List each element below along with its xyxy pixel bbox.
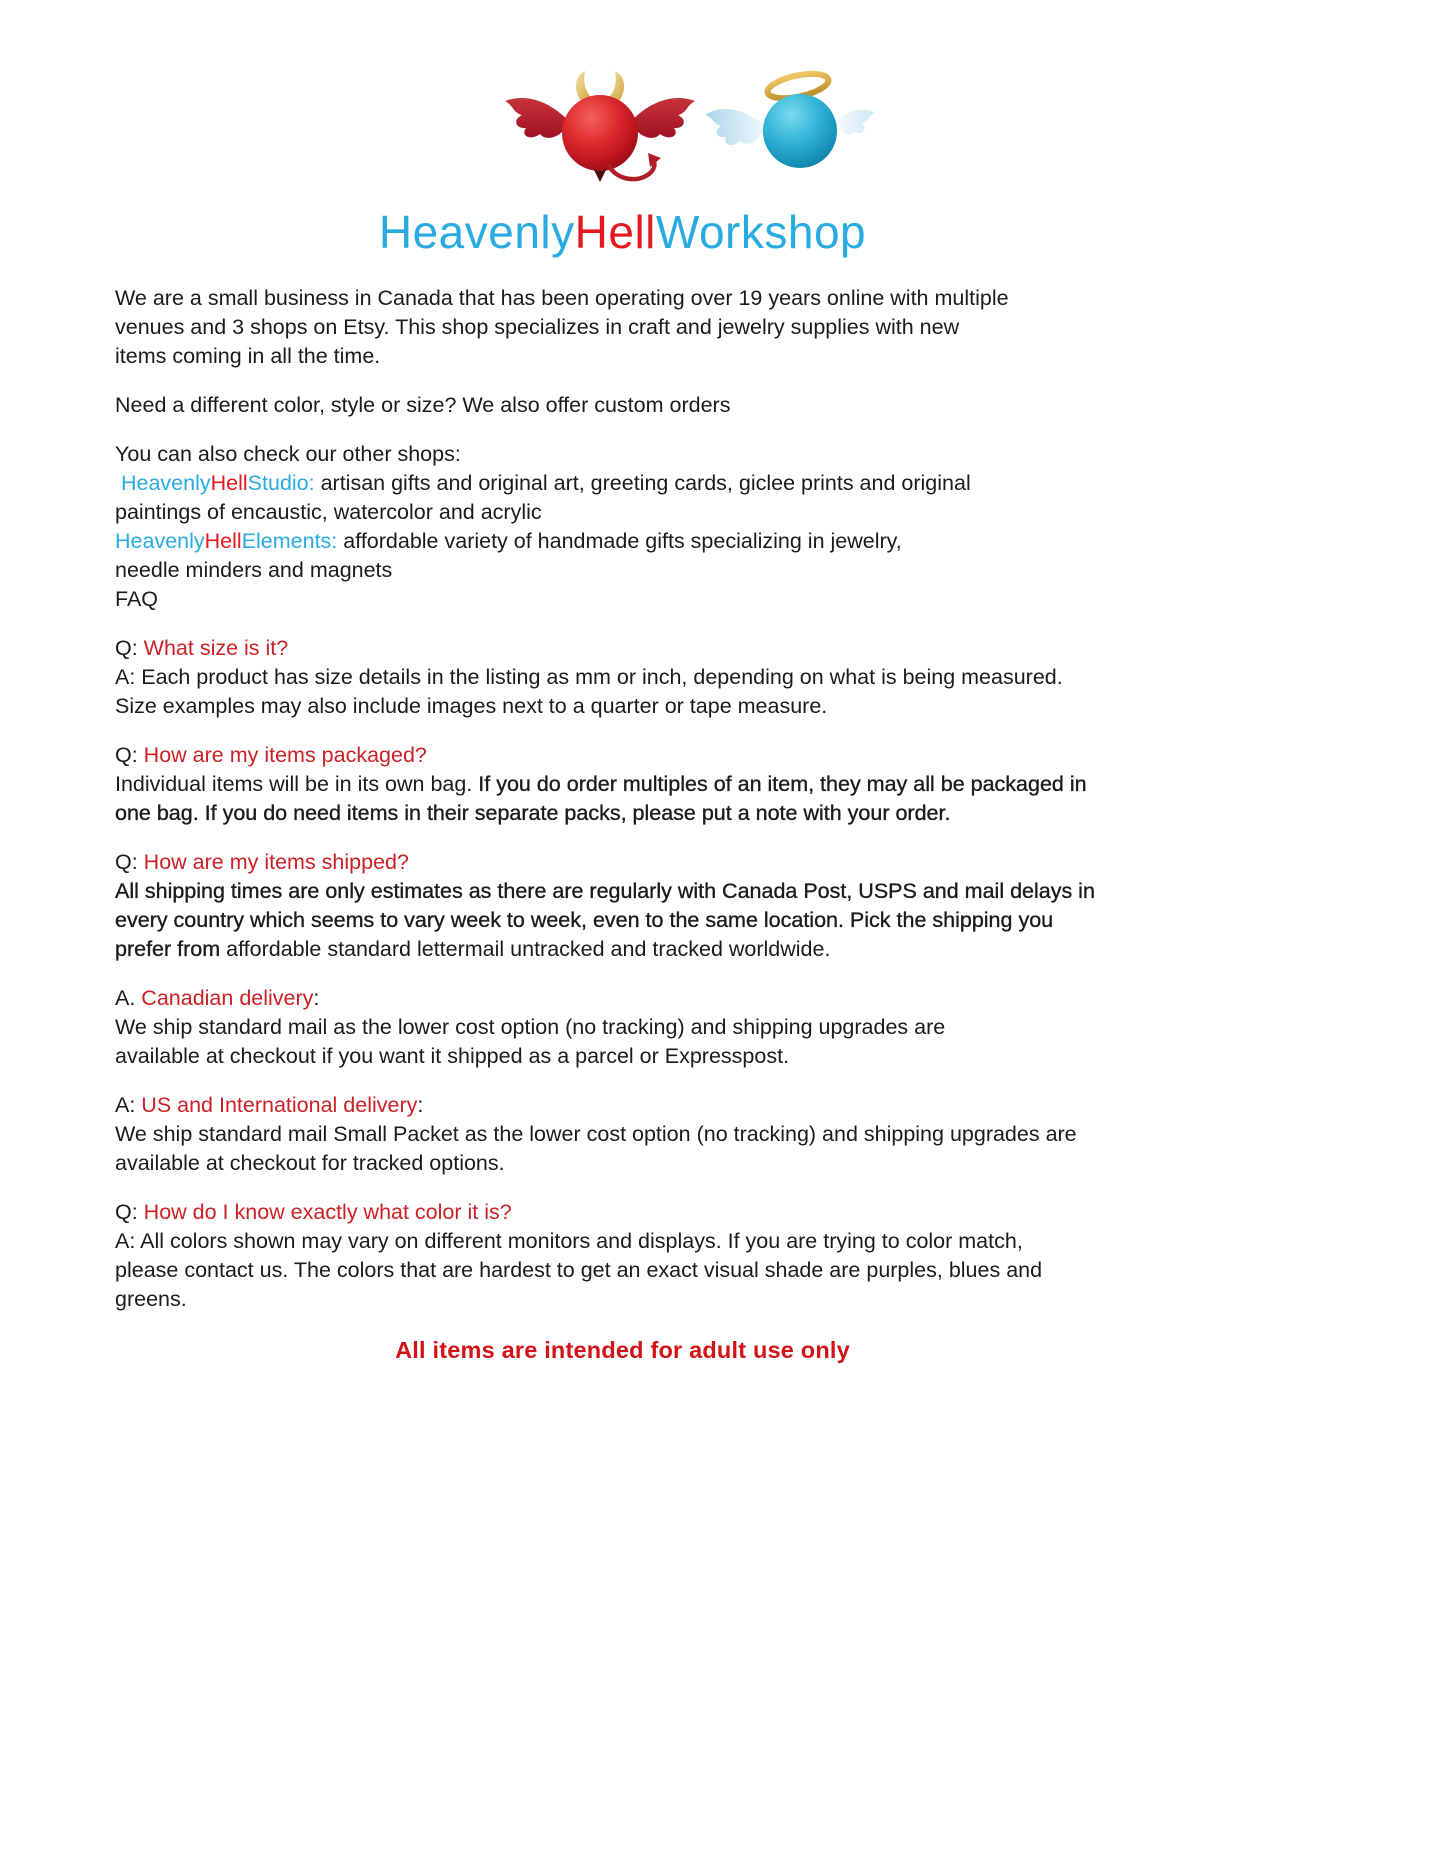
text-segment: every country which seems to vary week to week, even to the same location. Pick the shipping you [115, 908, 1054, 932]
shop-link[interactable]: Heavenly [120, 471, 211, 495]
text-line [115, 1091, 1130, 1120]
text-line [115, 1285, 1130, 1314]
text-line [115, 663, 1130, 692]
text-segment: artisan gifts and original art, greeting cards, giclee prints and original [314, 471, 971, 495]
text-line [115, 556, 1130, 585]
devil-orb-icon [505, 71, 695, 182]
text-line [115, 1198, 1130, 1227]
text-segment: items coming in all the time. [115, 344, 381, 368]
page-title [115, 205, 1130, 259]
text-line [115, 848, 1130, 877]
text-segment: US and International delivery [141, 1093, 418, 1117]
paragraph-block [115, 391, 1130, 420]
text-segment: affordable variety of handmade gifts specializing in jewelry, [337, 529, 902, 553]
text-segment: We ship standard mail Small Packet as the lower cost option (no tracking) and shipping upgrades are [115, 1122, 1077, 1146]
doc-body [115, 284, 1130, 1365]
text-segment: needle minders and magnets [115, 558, 393, 582]
text-line [115, 585, 1130, 614]
text-segment: Hell [574, 206, 656, 258]
text-segment: prefer from [115, 937, 221, 961]
text-line [115, 284, 1130, 313]
text-segment: FAQ [115, 587, 159, 611]
paragraph-block [115, 1091, 1130, 1178]
text-line [115, 1256, 1130, 1285]
text-segment: A. [115, 986, 142, 1010]
text-segment: A: Each product has size details in the listing as mm or inch, depending on what is being measured. [115, 665, 1063, 689]
text-segment: Q: [115, 743, 144, 767]
text-segment: How are my items packaged? [143, 743, 427, 767]
text-line [115, 313, 1130, 342]
angel-orb-icon [705, 69, 875, 168]
shop-link[interactable]: Studio: [247, 471, 315, 495]
paragraph-block [115, 1198, 1130, 1314]
text-line [115, 741, 1130, 770]
text-segment: How do I know exactly what color it is? [143, 1200, 512, 1224]
devil-angel-logo [495, 68, 905, 186]
shop-link[interactable]: Heavenly [115, 529, 205, 553]
text-segment: : [417, 1093, 424, 1117]
text-line [115, 770, 1130, 799]
text-segment: You can also check our other shops: [115, 442, 461, 466]
text-line [115, 799, 1130, 828]
text-segment: Q: [115, 636, 144, 660]
shop-link[interactable]: Elements: [241, 529, 338, 553]
text-line [115, 634, 1130, 663]
text-line [115, 498, 1130, 527]
text-line [115, 469, 1130, 498]
text-segment: Individual items will be in its own bag. [115, 772, 473, 796]
text-line [115, 1042, 1130, 1071]
text-segment: Heavenly [378, 206, 575, 258]
text-line [115, 391, 1130, 420]
text-line [115, 440, 1130, 469]
text-segment: A: [115, 1093, 142, 1117]
text-segment: venues and 3 shops on Etsy. This shop specializes in craft and jewelry supplies with new [115, 315, 960, 339]
text-line [115, 935, 1130, 964]
text-segment: Size examples may also include images next to a quarter or tape measure. [115, 694, 828, 718]
shop-link[interactable]: Hell [204, 529, 242, 553]
text-line [115, 906, 1130, 935]
text-segment: Q: [115, 1200, 144, 1224]
text-line [115, 692, 1130, 721]
text-line [115, 1013, 1130, 1042]
text-segment: Need a different color, style or size? We also offer custom orders [115, 393, 731, 417]
text-segment: What size is it? [143, 636, 289, 660]
text-line [115, 1120, 1130, 1149]
text-segment: Workshop [655, 206, 867, 258]
text-segment: available at checkout for tracked options. [115, 1151, 505, 1175]
text-line [115, 984, 1130, 1013]
text-segment: How are my items shipped? [143, 850, 409, 874]
text-segment: We ship standard mail as the lower cost option (no tracking) and shipping upgrades are [115, 1015, 946, 1039]
paragraph-block [115, 848, 1130, 964]
blocks-host [115, 284, 1130, 1314]
paragraph-block [115, 741, 1130, 828]
text-segment: available at checkout if you want it shipped as a parcel or Expresspost. [115, 1044, 790, 1068]
text-segment: If you do order multiples of an item, they may all be packaged in [472, 772, 1087, 796]
text-segment: Canadian delivery [141, 986, 314, 1010]
paragraph-block [115, 440, 1130, 614]
text-segment: We are a small business in Canada that has been operating over 19 years online with multiple [115, 286, 1009, 310]
text-segment: greens. [115, 1287, 187, 1311]
text-line [115, 527, 1130, 556]
shop-link[interactable]: Hell [210, 471, 248, 495]
text-line [115, 1149, 1130, 1178]
text-segment: one bag. If you do need items in their separate packs, please put a note with your order. [115, 801, 951, 825]
text-segment: All shipping times are only estimates as there are regularly with Canada Post, USPS and mail delays in [115, 879, 1095, 903]
text-line [115, 342, 1130, 371]
text-line [115, 877, 1130, 906]
text-segment: paintings of encaustic, watercolor and acrylic [115, 500, 542, 524]
text-segment: affordable standard lettermail untracked and tracked worldwide. [220, 937, 831, 961]
paragraph-block [115, 984, 1130, 1071]
adult-use-notice: All items are intended for adult use only [395, 1337, 850, 1363]
text-segment: please contact us. The colors that are hardest to get an exact visual shade are purples, blues and [115, 1258, 1043, 1282]
text-segment: : [313, 986, 320, 1010]
paragraph-block [115, 284, 1130, 371]
text-line [115, 1227, 1130, 1256]
text-segment: A: All colors shown may vary on different monitors and displays. If you are trying to color match, [115, 1229, 1023, 1253]
text-segment: Q: [115, 850, 144, 874]
paragraph-block [115, 634, 1130, 721]
